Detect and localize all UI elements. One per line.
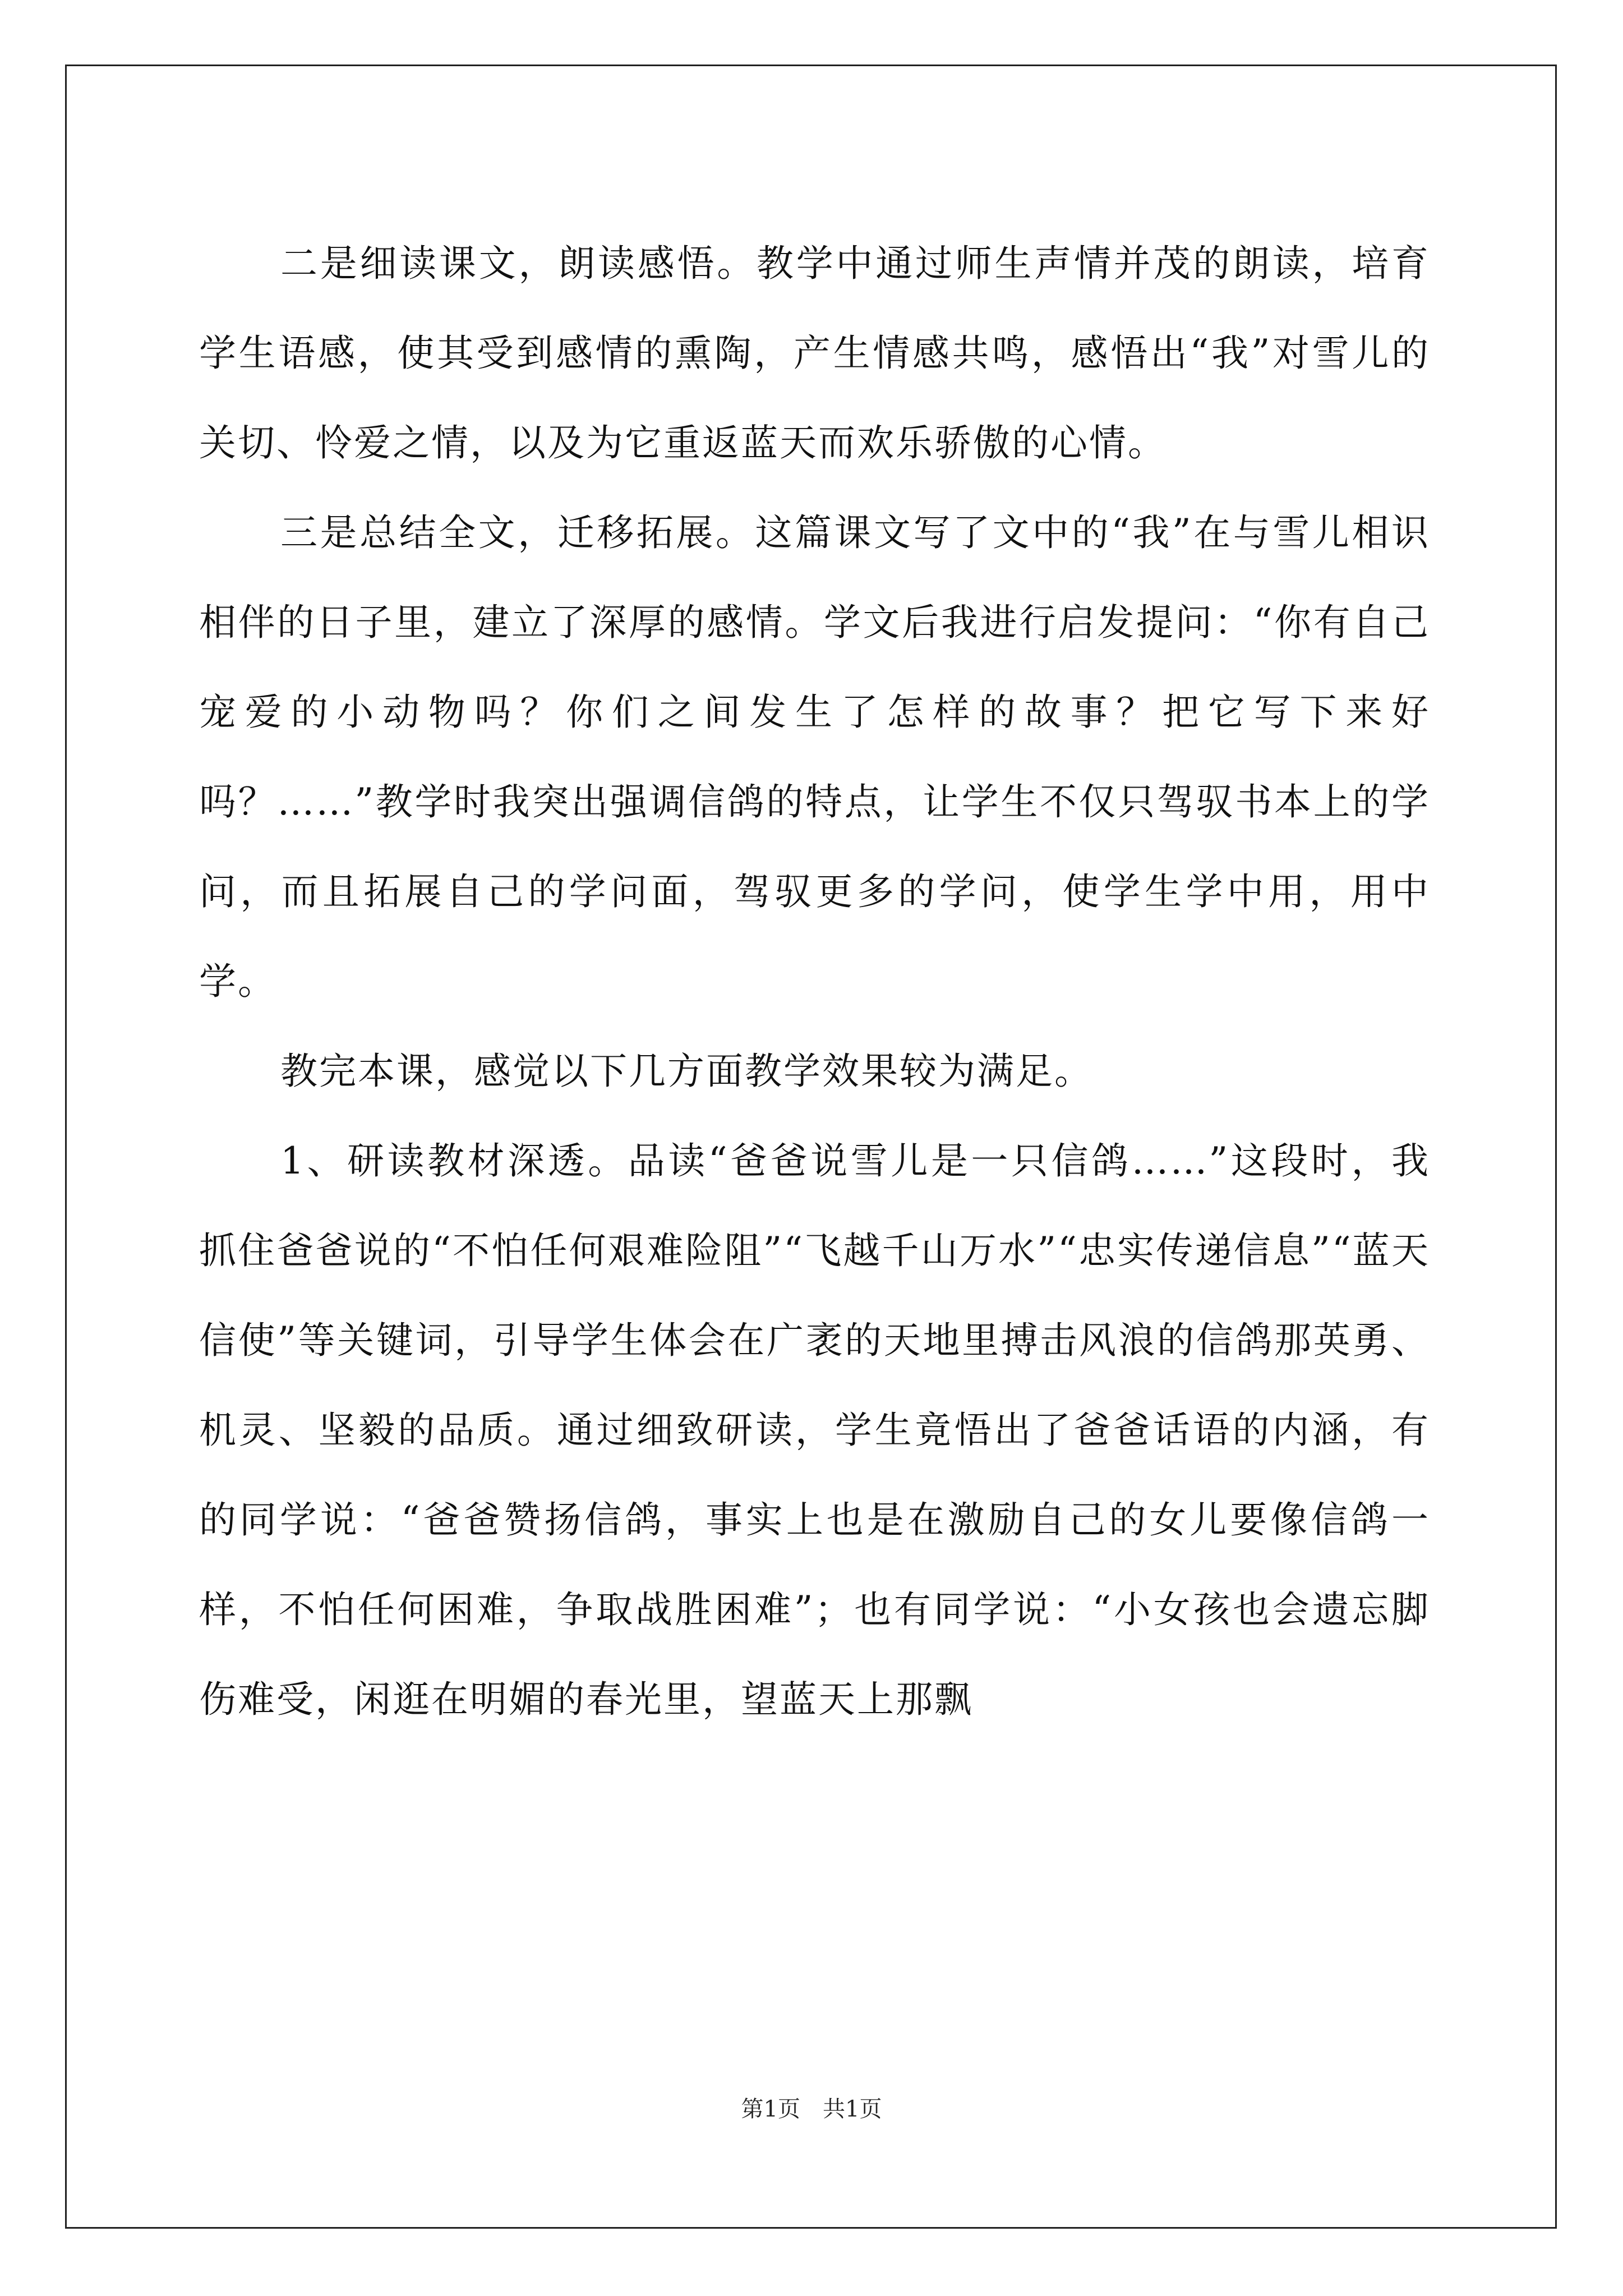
- page-total: 共1页: [823, 2096, 882, 2122]
- page-current: 第1页: [741, 2096, 800, 2122]
- paragraph-2: 三是总结全文，迁移拓展。这篇课文写了文中的“我”在与雪儿相识相伴的日子里，建立了深厚的感情。学文后我进行启发提问：“你有自己宠爱的小动物吗？你们之间发生了怎样的故事？把它写下来好吗？……”教学时我突出强调信鸽的特点，让学生不仅只驾驭书本上的学问，而且拓展自己的学问面，驾驭更多的学问，使学生学中用，用中学。: [199, 511, 1430, 1003]
- page-footer: [0, 2095, 1623, 2123]
- paragraph-4: 1、研读教材深透。品读“爸爸说雪儿是一只信鸽……”这段时，我抓住爸爸说的“不怕任何艰难险阻”“飞越千山万水”“忠实传递信息”“蓝天信使”等关键词，引导学生体会在广袤的天地里搏击风浪的信鸽那英勇、机灵、坚毅的品质。通过细致研读，学生竟悟出了爸爸话语的内涵，有的同学说：“爸爸赞扬信鸽，事实上也是在激励自己的女儿要像信鸽一样，不怕任何困难，争取战胜困难”；也有同学说：“小女孩也会遗忘脚伤难受，闲逛在明媚的春光里，望蓝天上那飘: [199, 1139, 1430, 1721]
- document-body: [199, 219, 1430, 1745]
- paragraph-3: 教完本课，感觉以下几方面教学效果较为满足。: [280, 1050, 1093, 1093]
- paragraph-1: 二是细读课文，朗读感悟。教学中通过师生声情并茂的朗读，培育学生语感，使其受到感情的熏陶，产生情感共鸣，感悟出“我”对雪儿的关切、怜爱之情，以及为它重返蓝天而欢乐骄傲的心情。: [199, 242, 1430, 464]
